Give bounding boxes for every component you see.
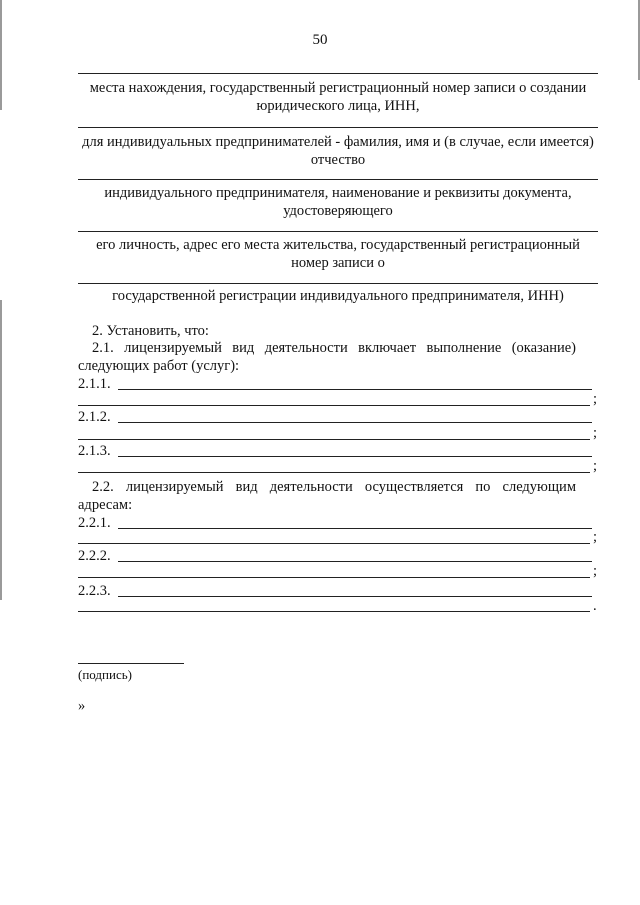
closing-quote: »: [78, 698, 86, 714]
work-item-label: 2.1.2.: [78, 409, 111, 425]
field-caption: места нахождения, государственный регистрационный номер записи о создании юридического лица, ИНН,: [89, 80, 587, 114]
signature-line: [78, 663, 184, 664]
fill-line: [78, 611, 590, 612]
item-end-mark: ;: [593, 458, 598, 474]
fill-line: [78, 283, 598, 284]
item-end-mark: ;: [593, 529, 598, 545]
item-end-mark: ;: [593, 563, 598, 579]
work-item-label: 2.1.1.: [78, 376, 111, 392]
scan-edge-left: [0, 0, 2, 110]
section-heading: 2. Установить, что:: [92, 323, 209, 339]
fill-line: [78, 179, 598, 180]
fill-line: [78, 127, 598, 128]
fill-line: [118, 528, 592, 529]
signature-caption: (подпись): [78, 667, 132, 682]
page-number: 50: [312, 32, 328, 48]
item-end-mark: ;: [593, 391, 598, 407]
address-item-label: 2.2.2.: [78, 548, 111, 564]
fill-line: [78, 405, 590, 406]
field-caption: государственной регистрации индивидуального предпринимателя, ИНН): [112, 288, 564, 304]
field-caption: его личность, адрес его места жительства, государственный регистрационный номер записи о: [96, 237, 580, 271]
fill-line: [78, 439, 590, 440]
fill-line: [78, 577, 590, 578]
work-item-label: 2.1.3.: [78, 443, 111, 459]
paragraph-2-2: 2.2. лицензируемый вид деятельности осуществляется по следующим: [92, 479, 576, 495]
fill-line: [118, 389, 592, 390]
paragraph-2-2-cont: адресам:: [78, 497, 133, 513]
field-caption: индивидуального предпринимателя, наименование и реквизиты документа, удостоверяющего: [104, 185, 572, 219]
paragraph-2-1-cont: следующих работ (услуг):: [78, 358, 240, 374]
item-end-mark: ;: [593, 425, 598, 441]
fill-line: [78, 73, 598, 74]
fill-line: [78, 472, 590, 473]
address-item-label: 2.2.1.: [78, 515, 111, 531]
fill-line: [118, 456, 592, 457]
paragraph-2-1: 2.1. лицензируемый вид деятельности включает выполнение (оказание): [92, 340, 576, 356]
scan-edge-left: [0, 300, 2, 600]
fill-line: [78, 231, 598, 232]
fill-line: [118, 422, 592, 423]
field-caption: для индивидуальных предпринимателей - фамилия, имя и (в случае, если имеется) отчество: [82, 134, 594, 168]
fill-line: [78, 543, 590, 544]
item-end-mark: .: [593, 598, 597, 614]
fill-line: [118, 561, 592, 562]
fill-line: [118, 596, 592, 597]
address-item-label: 2.2.3.: [78, 583, 111, 599]
